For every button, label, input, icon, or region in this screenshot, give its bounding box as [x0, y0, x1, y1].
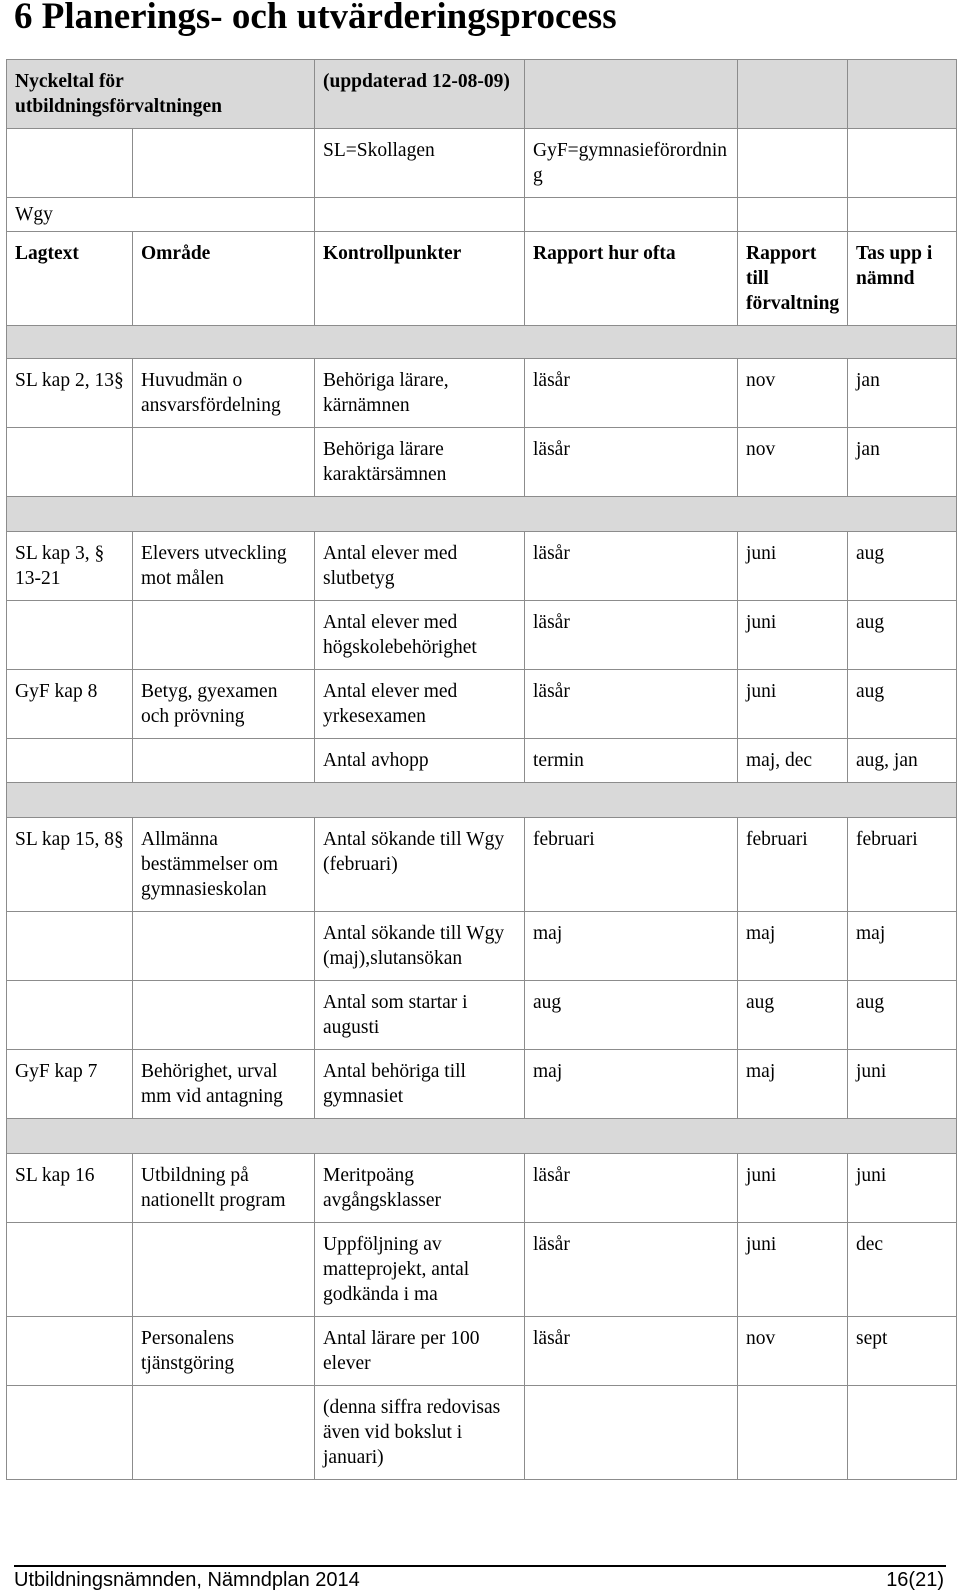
cell-rapport-hur-ofta: maj — [525, 912, 738, 981]
table-row — [7, 1050, 957, 1119]
cell-omrade — [133, 981, 315, 1050]
column-header-tas-upp-i-namnd: Tas upp i nämnd — [848, 232, 957, 326]
column-header-rapport-till-forvaltning: Rapport till förvaltning — [738, 232, 848, 326]
table-header-second-row — [7, 129, 957, 198]
cell-kontrollpunkt: Antal sökande till Wgy (februari) — [315, 818, 525, 912]
cell-tas-upp-i-namnd: jan — [848, 359, 957, 428]
cell-kontrollpunkt: (denna siffra redovisas även vid bokslut i januari) — [315, 1386, 525, 1480]
page-title: 6 Planerings- och utvärderingsprocess — [14, 0, 617, 37]
cell-rapport-till-forvaltning: nov — [738, 359, 848, 428]
cell-kontrollpunkt: Antal elever med slutbetyg — [315, 532, 525, 601]
cell-lagtext — [7, 1386, 133, 1480]
header-empty-cell — [525, 60, 738, 129]
section-spacer-row — [7, 326, 957, 359]
cell-rapport-hur-ofta: termin — [525, 739, 738, 783]
cell-kontrollpunkt: Behöriga lärare karaktärsämnen — [315, 428, 525, 497]
cell-rapport-hur-ofta: läsår — [525, 1317, 738, 1386]
cell-kontrollpunkt: Antal behöriga till gymnasiet — [315, 1050, 525, 1119]
cell-lagtext — [7, 1223, 133, 1317]
cell-kontrollpunkt: Antal elever med högskolebehörighet — [315, 601, 525, 670]
table-row — [7, 428, 957, 497]
section-spacer-cell — [7, 326, 957, 359]
header-empty-cell — [848, 198, 957, 232]
cell-kontrollpunkt: Meritpoäng avgångsklasser — [315, 1154, 525, 1223]
cell-lagtext — [7, 601, 133, 670]
cell-tas-upp-i-namnd: juni — [848, 1050, 957, 1119]
cell-tas-upp-i-namnd: sept — [848, 1317, 957, 1386]
cell-tas-upp-i-namnd: aug — [848, 532, 957, 601]
cell-omrade — [133, 912, 315, 981]
cell-tas-upp-i-namnd: aug — [848, 670, 957, 739]
cell-rapport-till-forvaltning: juni — [738, 532, 848, 601]
cell-lagtext: GyF kap 8 — [7, 670, 133, 739]
column-header-kontrollpunkter: Kontrollpunkter — [315, 232, 525, 326]
footer-document-name: Utbildningsnämnden, Nämndplan 2014 — [14, 1569, 360, 1591]
cell-rapport-hur-ofta: läsår — [525, 428, 738, 497]
cell-rapport-till-forvaltning: februari — [738, 818, 848, 912]
cell-omrade — [133, 601, 315, 670]
cell-rapport-hur-ofta: februari — [525, 818, 738, 912]
section-spacer-cell — [7, 497, 957, 532]
column-header-lagtext: Lagtext — [7, 232, 133, 326]
cell-rapport-till-forvaltning: nov — [738, 428, 848, 497]
header-empty-cell — [738, 198, 848, 232]
header-empty-cell — [848, 60, 957, 129]
cell-lagtext — [7, 739, 133, 783]
cell-rapport-hur-ofta: läsår — [525, 1154, 738, 1223]
cell-omrade: Huvudmän o ansvarsfördelning — [133, 359, 315, 428]
column-header-omrade: Område — [133, 232, 315, 326]
header-empty-cell — [133, 129, 315, 198]
header-empty-cell — [848, 129, 957, 198]
cell-lagtext: GyF kap 7 — [7, 1050, 133, 1119]
cell-rapport-till-forvaltning: nov — [738, 1317, 848, 1386]
cell-kontrollpunkt: Antal elever med yrkesexamen — [315, 670, 525, 739]
cell-rapport-hur-ofta: maj — [525, 1050, 738, 1119]
cell-rapport-hur-ofta: aug — [525, 981, 738, 1050]
cell-tas-upp-i-namnd: dec — [848, 1223, 957, 1317]
cell-rapport-hur-ofta: läsår — [525, 1223, 738, 1317]
cell-omrade: Utbildning på nationellt program — [133, 1154, 315, 1223]
cell-tas-upp-i-namnd: februari — [848, 818, 957, 912]
cell-rapport-till-forvaltning: juni — [738, 670, 848, 739]
cell-omrade: Allmänna bestämmelser om gymnasieskolan — [133, 818, 315, 912]
table-row — [7, 601, 957, 670]
cell-tas-upp-i-namnd: maj — [848, 912, 957, 981]
cell-omrade: Personalens tjänstgöring — [133, 1317, 315, 1386]
table-row — [7, 1223, 957, 1317]
cell-lagtext — [7, 1317, 133, 1386]
cell-rapport-hur-ofta: läsår — [525, 670, 738, 739]
cell-kontrollpunkt: Antal som startar i augusti — [315, 981, 525, 1050]
table-row — [7, 1317, 957, 1386]
column-header-row — [7, 232, 957, 326]
section-spacer-cell — [7, 1119, 957, 1154]
section-spacer-cell — [7, 783, 957, 818]
table-main-header: Nyckeltal för utbildningsförvaltningen — [7, 60, 315, 129]
cell-omrade — [133, 1223, 315, 1317]
cell-rapport-till-forvaltning: maj — [738, 912, 848, 981]
cell-tas-upp-i-namnd: jan — [848, 428, 957, 497]
cell-rapport-till-forvaltning: juni — [738, 601, 848, 670]
cell-omrade — [133, 739, 315, 783]
footer-page-number: 16(21) — [886, 1569, 944, 1591]
cell-omrade: Elevers utveckling mot målen — [133, 532, 315, 601]
cell-lagtext: SL kap 15, 8§ — [7, 818, 133, 912]
cell-rapport-till-forvaltning: juni — [738, 1223, 848, 1317]
header-empty-cell — [7, 129, 133, 198]
table-row — [7, 739, 957, 783]
cell-omrade: Betyg, gyexamen och prövning — [133, 670, 315, 739]
table-header-top-row — [7, 60, 957, 129]
section-spacer-row — [7, 1119, 957, 1154]
table-row — [7, 818, 957, 912]
cell-tas-upp-i-namnd: aug, jan — [848, 739, 957, 783]
cell-lagtext — [7, 428, 133, 497]
table-update-date: (uppdaterad 12-08-09) — [315, 60, 525, 129]
cell-rapport-till-forvaltning: maj — [738, 1050, 848, 1119]
table-body — [7, 60, 957, 1480]
table-row — [7, 912, 957, 981]
cell-kontrollpunkt: Antal sökande till Wgy (maj),slutansökan — [315, 912, 525, 981]
abbreviation-gyf: GyF=gymnasieförordning — [525, 129, 738, 198]
key-figures-table — [6, 59, 957, 1480]
cell-omrade — [133, 1386, 315, 1480]
table-row — [7, 981, 957, 1050]
wgy-label: Wgy — [7, 198, 315, 232]
cell-rapport-till-forvaltning: juni — [738, 1154, 848, 1223]
cell-tas-upp-i-namnd — [848, 1386, 957, 1480]
header-empty-cell — [315, 198, 525, 232]
cell-kontrollpunkt: Behöriga lärare, kärnämnen — [315, 359, 525, 428]
cell-tas-upp-i-namnd: juni — [848, 1154, 957, 1223]
header-empty-cell — [738, 60, 848, 129]
cell-lagtext — [7, 981, 133, 1050]
table-row — [7, 1386, 957, 1480]
cell-rapport-hur-ofta: läsår — [525, 532, 738, 601]
cell-lagtext: SL kap 2, 13§ — [7, 359, 133, 428]
cell-rapport-hur-ofta: läsår — [525, 601, 738, 670]
section-spacer-row — [7, 783, 957, 818]
section-spacer-row — [7, 497, 957, 532]
table-row — [7, 532, 957, 601]
cell-kontrollpunkt: Antal avhopp — [315, 739, 525, 783]
cell-rapport-till-forvaltning — [738, 1386, 848, 1480]
cell-omrade — [133, 428, 315, 497]
cell-kontrollpunkt: Uppföljning av matteprojekt, antal godkända i ma — [315, 1223, 525, 1317]
table-row — [7, 1154, 957, 1223]
header-empty-cell — [525, 198, 738, 232]
cell-rapport-till-forvaltning: maj, dec — [738, 739, 848, 783]
cell-kontrollpunkt: Antal lärare per 100 elever — [315, 1317, 525, 1386]
abbreviation-sl: SL=Skollagen — [315, 129, 525, 198]
cell-lagtext — [7, 912, 133, 981]
cell-tas-upp-i-namnd: aug — [848, 981, 957, 1050]
cell-rapport-hur-ofta: läsår — [525, 359, 738, 428]
cell-tas-upp-i-namnd: aug — [848, 601, 957, 670]
cell-omrade: Behörighet, urval mm vid antagning — [133, 1050, 315, 1119]
cell-rapport-till-forvaltning: aug — [738, 981, 848, 1050]
column-header-rapport-hur-ofta: Rapport hur ofta — [525, 232, 738, 326]
cell-lagtext: SL kap 3, § 13-21 — [7, 532, 133, 601]
cell-lagtext: SL kap 16 — [7, 1154, 133, 1223]
table-row — [7, 670, 957, 739]
table-row — [7, 359, 957, 428]
cell-rapport-hur-ofta — [525, 1386, 738, 1480]
header-empty-cell — [738, 129, 848, 198]
table-header-wgy-row — [7, 198, 957, 232]
